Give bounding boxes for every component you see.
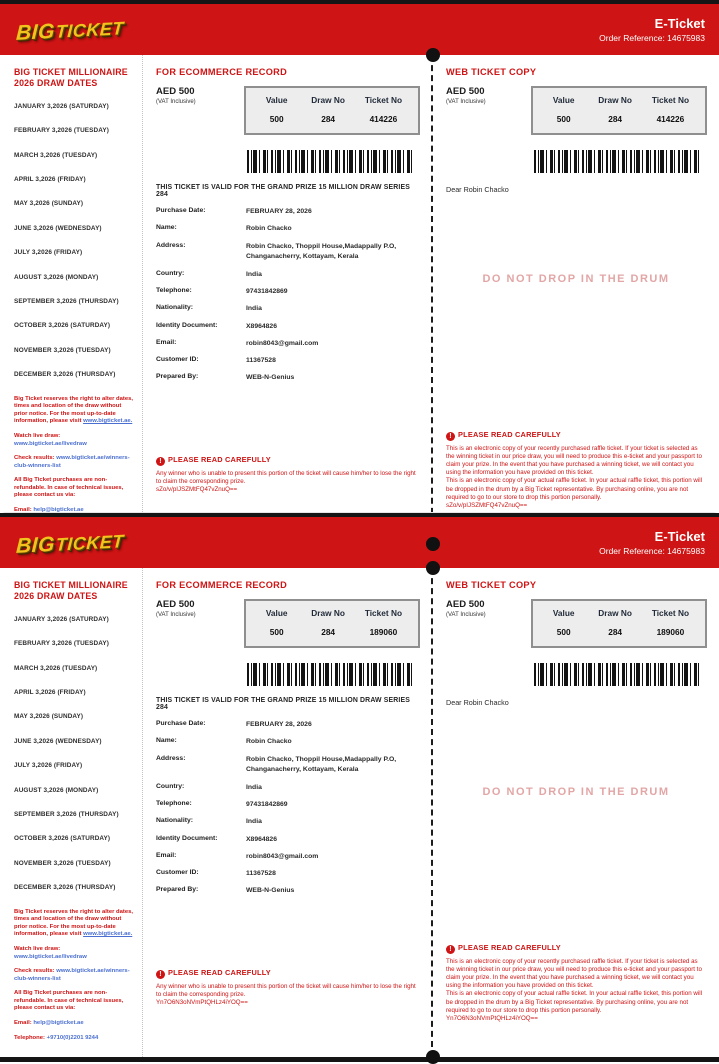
barcode-row: [446, 150, 707, 173]
read-carefully-text-1: This is an electronic copy of your recently purchased raffle ticket. If your ticket is selected as the winning ticket in our price draw, you will need to produce this e-ticket and your passport to claim your prize. In the event that you have purchased a winning ticket, we will contact you using the information you have provided on this ticket.: [446, 444, 702, 477]
detail-value: FEBRUARY 28, 2026: [246, 208, 312, 215]
detail-value: India: [246, 783, 262, 791]
detail-row: [156, 287, 420, 298]
alert-icon: !: [446, 945, 455, 954]
ecommerce-section-title: FOR ECOMMERCE RECORD: [156, 67, 288, 77]
read-carefully-heading: [156, 455, 419, 466]
price-and-table-row: [156, 86, 420, 135]
eticket-title: E-Ticket: [654, 16, 705, 31]
read-carefully-heading: [446, 943, 707, 954]
check-results-label: Check results:: [14, 968, 57, 975]
detail-row: [156, 869, 420, 880]
read-carefully-webcopy: [446, 943, 707, 1024]
ticket-hash: Yn7O6N3oNVmPtQHLz4iYOQ==: [156, 999, 248, 1007]
livedraw-link[interactable]: www.bigticket.ae/livedraw: [14, 953, 87, 960]
email-label: Email:: [14, 507, 34, 514]
draw-dates-title: [14, 67, 134, 90]
col-header-ticket-no: Ticket No: [651, 95, 690, 105]
header-meta: [599, 529, 705, 556]
grand-prize-valid-text: THIS TICKET IS VALID FOR THE GRAND PRIZE 15 MILLION DRAW SERIES 284: [156, 697, 410, 711]
web-copy-section-title: WEB TICKET COPY: [446, 67, 537, 77]
bigticket-logo: [15, 529, 124, 559]
detail-value: India: [246, 270, 262, 278]
ticket-price: AED 500: [156, 86, 195, 97]
cell-draw-no: 284: [608, 114, 623, 124]
ticket-body: [0, 55, 719, 544]
draw-date-item: JULY 3,2026 (FRIDAY): [14, 249, 83, 257]
cell-ticket-no: 414226: [656, 114, 685, 124]
cell-value: 500: [269, 114, 284, 124]
detail-row: [156, 835, 420, 846]
detail-label: Email:: [156, 851, 177, 859]
detail-value: Robin Chacko: [246, 738, 292, 746]
col-header-draw-no: Draw No: [311, 608, 345, 618]
read-carefully-ecommerce: [156, 455, 419, 495]
check-results-note: [14, 455, 134, 470]
price-block: [446, 599, 486, 648]
detail-row: [156, 755, 420, 776]
perforation-notch-bottom-icon: [426, 1050, 440, 1064]
perforation-notch-top-icon: [426, 561, 440, 575]
ticket-price: AED 500: [446, 599, 485, 610]
detail-value: Robin Chacko, Thoppil House,Madappally P.O, Changanacherry, Kottayam, Kerala: [246, 755, 397, 774]
draw-date-item: MAY 3,2026 (SUNDAY): [14, 713, 84, 721]
watch-live-note: [14, 433, 134, 448]
ticket-info-table: [531, 599, 707, 648]
barcode-row: [156, 150, 420, 173]
header-meta: [599, 16, 705, 43]
check-results-label: Check results:: [14, 455, 57, 462]
draw-date-item: SEPTEMBER 3,2026 (THURSDAY): [14, 810, 119, 818]
read-carefully-webcopy: [446, 430, 707, 511]
col-header-draw-no: Draw No: [598, 608, 632, 618]
ticket-header: [0, 4, 719, 55]
vat-note: (VAT Inclusive): [156, 612, 196, 618]
draw-date-item: JANUARY 3,2026 (SATURDAY): [14, 615, 109, 623]
detail-label: Prepared By:: [156, 373, 199, 381]
reserve-note: [14, 396, 134, 426]
ticket-price: AED 500: [156, 599, 195, 610]
detail-row: [156, 339, 420, 350]
detail-row: [156, 737, 420, 748]
read-carefully-text: Any winner who is unable to present this portion of the ticket will cause him/her to lose the right to claim the corresponding prize.: [156, 469, 416, 485]
detail-value: 97431842869: [246, 800, 288, 808]
ticket-price: AED 500: [446, 86, 485, 97]
web-ticket-copy-panel: [433, 568, 719, 1057]
web-copy-section-title: WEB TICKET COPY: [446, 580, 537, 590]
email-note: [14, 1020, 134, 1028]
draw-date-item: APRIL 3,2026 (FRIDAY): [14, 689, 86, 697]
detail-row: [156, 783, 420, 794]
read-carefully-heading: [446, 430, 707, 441]
detail-value: India: [246, 305, 262, 313]
ticket-bottom-border: [0, 1057, 719, 1062]
perforation-notch-top-icon: [426, 48, 440, 62]
ticket-hash: Yn7O6N3oNVmPtQHLz4iYOQ==: [446, 1015, 538, 1023]
ticket-info-table: [531, 86, 707, 135]
detail-label: Address:: [156, 241, 186, 249]
detail-value: Robin Chacko: [246, 225, 292, 233]
draw-date-item: NOVEMBER 3,2026 (TUESDAY): [14, 859, 111, 867]
refund-note: All Big Ticket purchases are non-refundable. In case of technical issues, please contact us via:: [14, 990, 124, 1012]
alert-icon: !: [156, 970, 165, 979]
order-reference: Order Reference: 14675983: [599, 33, 705, 43]
cell-value: 500: [556, 114, 571, 124]
cell-draw-no: 284: [608, 627, 623, 637]
detail-value: 11367528: [246, 870, 276, 878]
draw-date-item: AUGUST 3,2026 (MONDAY): [14, 786, 99, 794]
vat-note: (VAT Inclusive): [446, 99, 486, 105]
support-email-link[interactable]: help@bigticket.ae: [33, 1020, 84, 1027]
read-carefully-label: PLEASE READ CAREFULLY: [168, 967, 271, 977]
detail-label: Customer ID:: [156, 869, 199, 877]
detail-row: [156, 817, 420, 828]
draw-date-item: APRIL 3,2026 (FRIDAY): [14, 176, 86, 184]
barcode: [247, 663, 415, 686]
ticket-card: [0, 513, 719, 1041]
detail-row: [156, 720, 420, 731]
read-carefully-heading: [156, 968, 419, 979]
cell-ticket-no: 189060: [369, 627, 398, 637]
ticket-info-table: [244, 599, 420, 648]
detail-label: Nationality:: [156, 817, 194, 825]
phone-label: Telephone:: [14, 1034, 47, 1041]
detail-row: [156, 224, 420, 235]
detail-row: [156, 242, 420, 263]
phone-note: [14, 1035, 134, 1043]
detail-label: Telephone:: [156, 799, 192, 807]
col-header-draw-no: Draw No: [598, 95, 632, 105]
draw-dates-list: [14, 103, 134, 379]
watch-live-note: [14, 946, 134, 961]
detail-label: Identity Document:: [156, 321, 218, 329]
eticket-title: E-Ticket: [654, 529, 705, 544]
purchase-details: [156, 207, 420, 384]
reserve-note-text: Big Ticket reserves the right to alter dates, times and location of the draw without prior notice. For the most up-to-date information, please visit: [14, 908, 134, 938]
draw-date-item: JANUARY 3,2026 (SATURDAY): [14, 102, 109, 110]
draw-dates-panel: [0, 568, 143, 1057]
draw-date-item: DECEMBER 3,2026 (THURSDAY): [14, 371, 116, 379]
order-reference: Order Reference: 14675983: [599, 546, 705, 556]
price-block: [156, 86, 196, 135]
draw-date-item: SEPTEMBER 3,2026 (THURSDAY): [14, 297, 119, 305]
draw-date-item: JULY 3,2026 (FRIDAY): [14, 762, 83, 770]
draw-date-item: JUNE 3,2026 (WEDNESDAY): [14, 737, 102, 745]
barcode: [247, 150, 415, 173]
draw-date-item: MARCH 3,2026 (TUESDAY): [14, 151, 98, 159]
alert-icon: !: [446, 432, 455, 441]
detail-label: Name:: [156, 737, 177, 745]
detail-row: [156, 852, 420, 863]
support-phone-link[interactable]: +9710(0)2201 9244: [46, 1034, 99, 1041]
price-and-table-row: [446, 86, 707, 135]
watch-live-label: Watch live draw:: [14, 432, 61, 439]
ticket-hash: sZo/v/pIJSZMtFQ47vZnuQ==: [446, 502, 528, 510]
draw-date-item: AUGUST 3,2026 (MONDAY): [14, 273, 99, 281]
detail-value: FEBRUARY 28, 2026: [246, 721, 312, 728]
ticket-card: [0, 0, 719, 514]
cell-value: 500: [269, 627, 284, 637]
bigticket-website-link[interactable]: www.bigticket.ae.: [83, 418, 133, 425]
alert-icon: !: [156, 457, 165, 466]
read-carefully-text-2: This is an electronic copy of your actual raffle ticket. In your actual raffle ticket, this portion will be dropped in the drum by a Big Ticket representative. By purchasing online, you are not required to go to our store to drop this portion personally.: [446, 990, 702, 1014]
greeting-text: Dear Robin Chacko: [446, 185, 509, 194]
barcode-row: [446, 663, 707, 686]
detail-row: [156, 373, 420, 384]
read-carefully-label: PLEASE READ CAREFULLY: [458, 942, 561, 952]
logo-text-ticket: TICKET: [55, 530, 125, 555]
detail-value: India: [246, 818, 262, 826]
bigticket-logo: [15, 16, 124, 46]
logo-text-big: BIG: [15, 532, 56, 558]
ticket-info-table: [244, 86, 420, 135]
reserve-note-text: Big Ticket reserves the right to alter dates, times and location of the draw without prior notice. For the most up-to-date information, please visit: [14, 395, 134, 425]
col-header-draw-no: Draw No: [311, 95, 345, 105]
draw-date-item: MAY 3,2026 (SUNDAY): [14, 200, 84, 208]
read-carefully-label: PLEASE READ CAREFULLY: [168, 454, 271, 464]
web-ticket-copy-panel: [433, 55, 719, 544]
winners-list-link[interactable]: www.bigticket.ae/winners-club-winners-list: [14, 968, 130, 982]
detail-label: Country:: [156, 782, 185, 790]
barcode: [534, 663, 702, 686]
cell-draw-no: 284: [321, 114, 336, 124]
draw-dates-title-line2: 2026 DRAW DATES: [14, 78, 98, 89]
cell-ticket-no: 414226: [369, 114, 398, 124]
detail-row: [156, 270, 420, 281]
col-header-value: Value: [552, 608, 575, 618]
draw-dates-list: [14, 616, 134, 892]
draw-date-item: OCTOBER 3,2026 (SATURDAY): [14, 835, 111, 843]
detail-row: [156, 356, 420, 367]
read-carefully-label: PLEASE READ CAREFULLY: [458, 429, 561, 439]
refund-note: All Big Ticket purchases are non-refundable. In case of technical issues, please contact us via:: [14, 477, 124, 499]
barcode-row: [156, 663, 420, 686]
detail-label: Country:: [156, 269, 185, 277]
do-not-drop-watermark: DO NOT DROP IN THE DRUM: [482, 273, 670, 285]
price-and-table-row: [156, 599, 420, 648]
detail-row: [156, 304, 420, 315]
detail-label: Email:: [156, 338, 177, 346]
detail-label: Purchase Date:: [156, 720, 206, 727]
detail-label: Name:: [156, 224, 177, 232]
col-header-ticket-no: Ticket No: [651, 608, 690, 618]
cell-draw-no: 284: [321, 627, 336, 637]
draw-date-item: NOVEMBER 3,2026 (TUESDAY): [14, 346, 111, 354]
purchase-details: [156, 720, 420, 897]
draw-date-item: JUNE 3,2026 (WEDNESDAY): [14, 224, 102, 232]
detail-label: Nationality:: [156, 304, 194, 312]
detail-value: Robin Chacko, Thoppil House,Madappally P.O, Changanacherry, Kottayam, Kerala: [246, 242, 397, 261]
livedraw-link[interactable]: www.bigticket.ae/livedraw: [14, 440, 87, 447]
price-block: [446, 86, 486, 135]
ticket-hash: sZo/v/pIJSZMtFQ47vZnuQ==: [156, 486, 238, 494]
detail-value: robin8043@gmail.com: [246, 852, 319, 860]
draw-dates-title-line1: BIG TICKET MILLIONAIRE: [14, 67, 128, 77]
email-label: Email:: [14, 1020, 34, 1027]
draw-dates-panel: [0, 55, 143, 544]
col-header-value: Value: [552, 95, 575, 105]
sidebar-notes: [14, 396, 134, 530]
detail-row: [156, 886, 420, 897]
draw-dates-title-line2: 2026 DRAW DATES: [14, 591, 98, 602]
ecommerce-section-title: FOR ECOMMERCE RECORD: [156, 580, 288, 590]
logo-text-big: BIG: [15, 19, 56, 45]
ecommerce-record-panel: [143, 568, 433, 1057]
cell-value: 500: [556, 627, 571, 637]
detail-label: Prepared By:: [156, 886, 199, 894]
detail-label: Purchase Date:: [156, 207, 206, 214]
draw-dates-title: [14, 580, 134, 603]
do-not-drop-watermark: DO NOT DROP IN THE DRUM: [482, 786, 670, 798]
detail-label: Address:: [156, 754, 186, 762]
read-carefully-text-1: This is an electronic copy of your recently purchased raffle ticket. If your ticket is selected as the winning ticket in our price draw, you will need to produce this e-ticket and your passport to claim your prize. In the event that you have purchased a winning ticket, we will contact you using the information you have provided on this ticket.: [446, 957, 702, 990]
detail-row: [156, 800, 420, 811]
col-header-value: Value: [265, 608, 288, 618]
detail-value: WEB-N-Genius: [246, 374, 295, 382]
detail-label: Telephone:: [156, 286, 192, 294]
ticket-body: [0, 568, 719, 1057]
col-header-value: Value: [265, 95, 288, 105]
support-email-link[interactable]: help@bigticket.ae: [33, 507, 84, 514]
detail-value: WEB-N-Genius: [246, 887, 295, 895]
detail-label: Customer ID:: [156, 356, 199, 364]
grand-prize-valid-text: THIS TICKET IS VALID FOR THE GRAND PRIZE 15 MILLION DRAW SERIES 284: [156, 184, 410, 198]
read-carefully-text-2: This is an electronic copy of your actual raffle ticket. In your actual raffle ticket, this portion will be dropped in the drum by a Big Ticket representative. By purchasing online, you are not required to go to our store to drop this portion personally.: [446, 477, 702, 501]
draw-date-item: MARCH 3,2026 (TUESDAY): [14, 664, 98, 672]
detail-row: [156, 207, 420, 218]
col-header-ticket-no: Ticket No: [364, 95, 403, 105]
barcode: [534, 150, 702, 173]
draw-date-item: OCTOBER 3,2026 (SATURDAY): [14, 322, 111, 330]
detail-value: X8964826: [246, 835, 277, 843]
detail-value: robin8043@gmail.com: [246, 339, 319, 347]
reserve-note: [14, 909, 134, 939]
detail-value: 97431842869: [246, 287, 288, 295]
read-carefully-ecommerce: [156, 968, 419, 1008]
price-block: [156, 599, 196, 648]
draw-date-item: FEBRUARY 3,2026 (TUESDAY): [14, 640, 109, 648]
ecommerce-record-panel: [143, 55, 433, 544]
price-and-table-row: [446, 599, 707, 648]
bigticket-website-link[interactable]: www.bigticket.ae.: [83, 931, 133, 938]
greeting-text: Dear Robin Chacko: [446, 698, 509, 707]
detail-row: [156, 322, 420, 333]
draw-date-item: FEBRUARY 3,2026 (TUESDAY): [14, 127, 109, 135]
winners-list-link[interactable]: www.bigticket.ae/winners-club-winners-list: [14, 455, 130, 469]
detail-label: Identity Document:: [156, 834, 218, 842]
vat-note: (VAT Inclusive): [156, 99, 196, 105]
sidebar-notes: [14, 909, 134, 1043]
watch-live-label: Watch live draw:: [14, 945, 61, 952]
col-header-ticket-no: Ticket No: [364, 608, 403, 618]
vat-note: (VAT Inclusive): [446, 612, 486, 618]
detail-value: 11367528: [246, 357, 276, 365]
logo-text-ticket: TICKET: [55, 17, 125, 42]
check-results-note: [14, 968, 134, 983]
draw-dates-title-line1: BIG TICKET MILLIONAIRE: [14, 580, 128, 590]
cell-ticket-no: 189060: [656, 627, 685, 637]
ticket-header: [0, 517, 719, 568]
read-carefully-text: Any winner who is unable to present this portion of the ticket will cause him/her to lose the right to claim the corresponding prize.: [156, 982, 416, 998]
draw-date-item: DECEMBER 3,2026 (THURSDAY): [14, 884, 116, 892]
detail-value: X8964826: [246, 322, 277, 330]
